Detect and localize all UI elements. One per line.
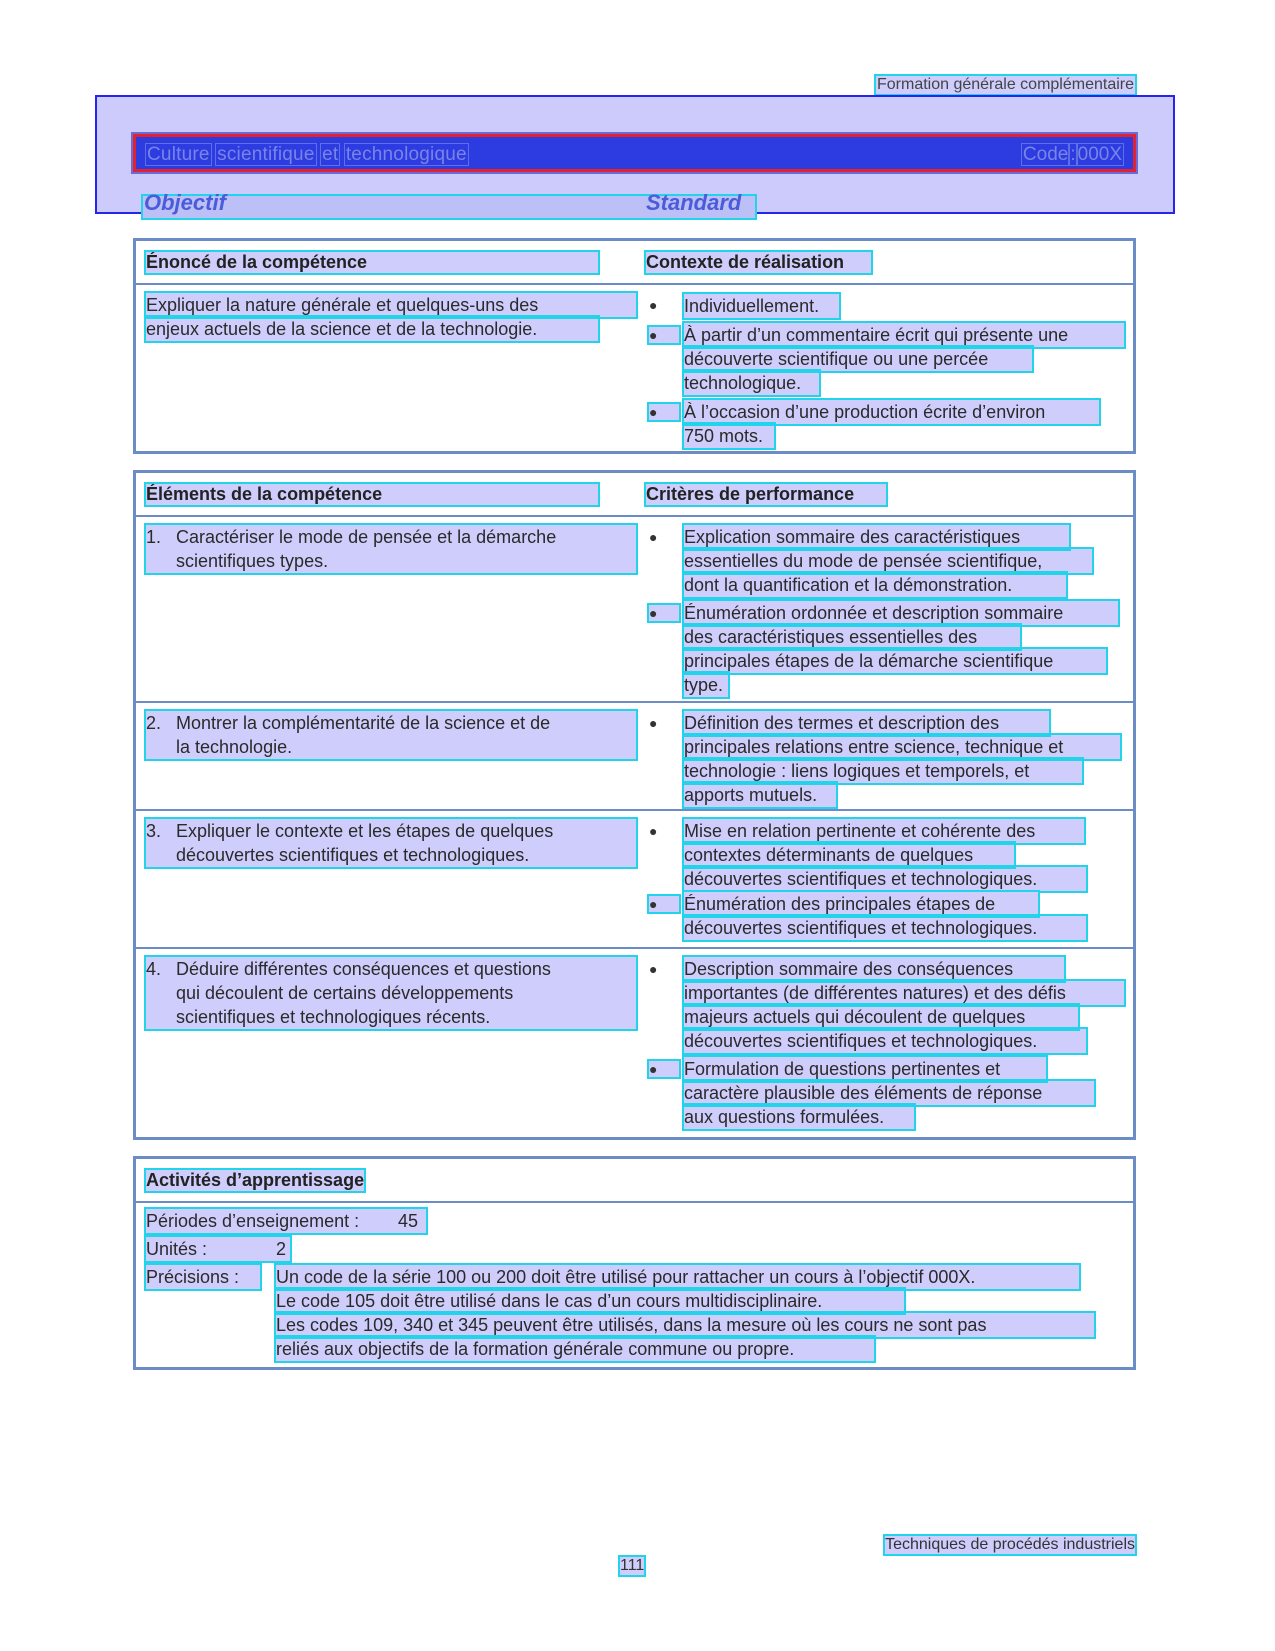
criteria-line: majeurs actuels qui découlent de quelques <box>684 1005 1078 1029</box>
element-number: 4. <box>146 959 162 979</box>
course-title-word: Culture <box>147 144 210 165</box>
element-line: scientifiques types. <box>176 551 329 571</box>
periodes-value: 45 <box>398 1211 419 1231</box>
contexte-item <box>684 294 1124 318</box>
element-line: Caractériser le mode de pensée et la démarche <box>176 527 557 547</box>
contexte-line: 750 mots. <box>684 424 774 448</box>
precisions-line: Le code 105 doit être utilisé dans le cas d’un cours multidisciplinaire. <box>276 1289 904 1313</box>
objectif-heading: Objectif <box>144 190 226 215</box>
contexte-line: À partir d’un commentaire écrit qui présente une <box>684 323 1124 347</box>
criteria-line: Énumération ordonnée et description sommaire <box>684 601 1118 625</box>
element-text <box>176 525 616 573</box>
bullet-icon: ● <box>649 896 679 912</box>
competence-body-row <box>136 283 1133 453</box>
criteria-line: Définition des termes et description des <box>684 711 1049 735</box>
criteria-line: découvertes scientifiques et technologiques. <box>684 1029 1086 1053</box>
element-row-4 <box>136 947 1133 1143</box>
contexte-item <box>684 323 1124 395</box>
activites-header-row <box>136 1159 1133 1201</box>
course-code-word: : <box>1070 144 1076 165</box>
criteria-line: découvertes scientifiques et technologiques. <box>684 916 1086 940</box>
running-head: Formation générale complémentaire <box>876 76 1134 93</box>
criteria-item <box>684 892 1124 940</box>
criteria-line: Explication sommaire des caractéristiques <box>684 525 1069 549</box>
footer-program: Techniques de procédés industriels <box>885 1536 1135 1553</box>
course-code-word: 000X <box>1077 144 1122 165</box>
element-number: 2. <box>146 713 162 733</box>
competence-box <box>133 238 1136 454</box>
criteria-line: des caractéristiques essentielles des <box>684 625 1020 649</box>
course-title-word: scientifique <box>217 144 315 165</box>
periodes-label: Périodes d’enseignement : <box>146 1209 426 1233</box>
element-line: découvertes scientifiques et technologiques. <box>176 845 530 865</box>
precisions-text <box>276 1265 1096 1361</box>
criteres-header: Critères de performance <box>646 484 886 505</box>
criteria-line: Description sommaire des conséquences <box>684 957 1064 981</box>
element-row-2 <box>136 701 1133 809</box>
criteria-line: Mise en relation pertinente et cohérente des <box>684 819 1084 843</box>
activites-box <box>133 1156 1136 1370</box>
elements-header-row <box>136 473 1133 515</box>
competence-header-row <box>136 241 1133 283</box>
criteria-line: essentielles du mode de pensée scientifique, <box>684 549 1092 573</box>
bullet-icon: ● <box>649 715 658 731</box>
criteria-line: dont la quantification et la démonstration. <box>684 573 1066 597</box>
course-title <box>146 144 468 166</box>
course-code <box>1022 144 1123 166</box>
course-title-word: et <box>322 144 339 165</box>
element-text <box>176 711 616 759</box>
element-line: Montrer la complémentarité de la science et de <box>176 713 551 733</box>
element-line: scientifiques et technologiques récents. <box>176 1007 491 1027</box>
contexte-line: À l’occasion d’une production écrite d’environ <box>684 400 1099 424</box>
enonce-header: Énoncé de la compétence <box>146 252 598 273</box>
criteria-line: apports mutuels. <box>684 783 836 807</box>
page-number: 111 <box>620 1557 645 1574</box>
bullet-icon: ● <box>649 297 658 313</box>
enonce-text <box>146 293 606 341</box>
element-line: qui découlent de certains développements <box>176 983 514 1003</box>
criteria-item <box>684 711 1124 807</box>
standard-heading: Standard <box>646 190 742 215</box>
criteria-line: découvertes scientifiques et technologiques. <box>684 867 1086 891</box>
element-row-1 <box>136 515 1133 701</box>
criteria-item <box>684 957 1124 1053</box>
criteria-line: aux questions formulées. <box>684 1105 914 1129</box>
course-title-word: technologique <box>345 144 467 165</box>
criteria-line: Formulation de questions pertinentes et <box>684 1057 1046 1081</box>
precisions-line: Les codes 109, 340 et 345 peuvent être utilisés, dans la mesure où les cours ne sont pas <box>276 1313 1094 1337</box>
activites-body-row <box>136 1201 1133 1369</box>
contexte-line: découverte scientifique ou une percée <box>684 347 1032 371</box>
bullet-icon: ● <box>649 823 658 839</box>
element-number: 1. <box>146 527 162 547</box>
element-line: Déduire différentes conséquences et questions <box>176 959 551 979</box>
course-code-word: Code <box>1022 144 1069 165</box>
unites-label: Unités : <box>146 1237 290 1261</box>
enonce-line: enjeux actuels de la science et de la technologie. <box>146 317 598 341</box>
bullet-icon: ● <box>649 529 658 545</box>
bullet-icon: ● <box>649 327 679 343</box>
bullet-icon: ● <box>649 404 679 420</box>
bullet-icon: ● <box>649 1061 679 1077</box>
element-line: la technologie. <box>176 737 293 757</box>
bullet-icon: ● <box>649 961 658 977</box>
criteria-item <box>684 819 1124 891</box>
criteria-item <box>684 601 1124 697</box>
element-row-3 <box>136 809 1133 947</box>
criteria-line: Énumération des principales étapes de <box>684 892 1038 916</box>
activites-header: Activités d’apprentissage <box>146 1170 365 1190</box>
criteria-line: principales étapes de la démarche scientifique <box>684 649 1106 673</box>
contexte-item <box>684 400 1124 448</box>
contexte-line: Individuellement. <box>684 294 839 318</box>
enonce-line: Expliquer la nature générale et quelques-uns des <box>146 293 636 317</box>
contexte-line: technologique. <box>684 371 819 395</box>
criteria-item <box>684 1057 1124 1129</box>
contexte-header: Contexte de réalisation <box>646 252 871 273</box>
criteria-line: type. <box>684 673 728 697</box>
criteria-line: technologie : liens logiques et temporels, et <box>684 759 1082 783</box>
elements-box <box>133 470 1136 1140</box>
unites-value: 2 <box>276 1239 287 1259</box>
precisions-line: reliés aux objectifs de la formation générale commune ou propre. <box>276 1337 874 1361</box>
criteria-item <box>684 525 1124 597</box>
course-title-bar <box>133 134 1136 172</box>
element-text <box>176 957 616 1029</box>
element-text <box>176 819 616 867</box>
criteria-line: importantes (de différentes natures) et des défis <box>684 981 1124 1005</box>
precisions-label: Précisions : <box>146 1265 260 1289</box>
precisions-line: Un code de la série 100 ou 200 doit être utilisé pour rattacher un cours à l’objectif 000X. <box>276 1265 1079 1289</box>
criteria-line: contextes déterminants de quelques <box>684 843 1014 867</box>
element-number: 3. <box>146 821 162 841</box>
criteria-line: principales relations entre science, technique et <box>684 735 1120 759</box>
bullet-icon: ● <box>649 605 679 621</box>
criteria-line: caractère plausible des éléments de réponse <box>684 1081 1094 1105</box>
elements-header: Éléments de la compétence <box>146 484 598 505</box>
element-line: Expliquer le contexte et les étapes de quelques <box>176 821 554 841</box>
